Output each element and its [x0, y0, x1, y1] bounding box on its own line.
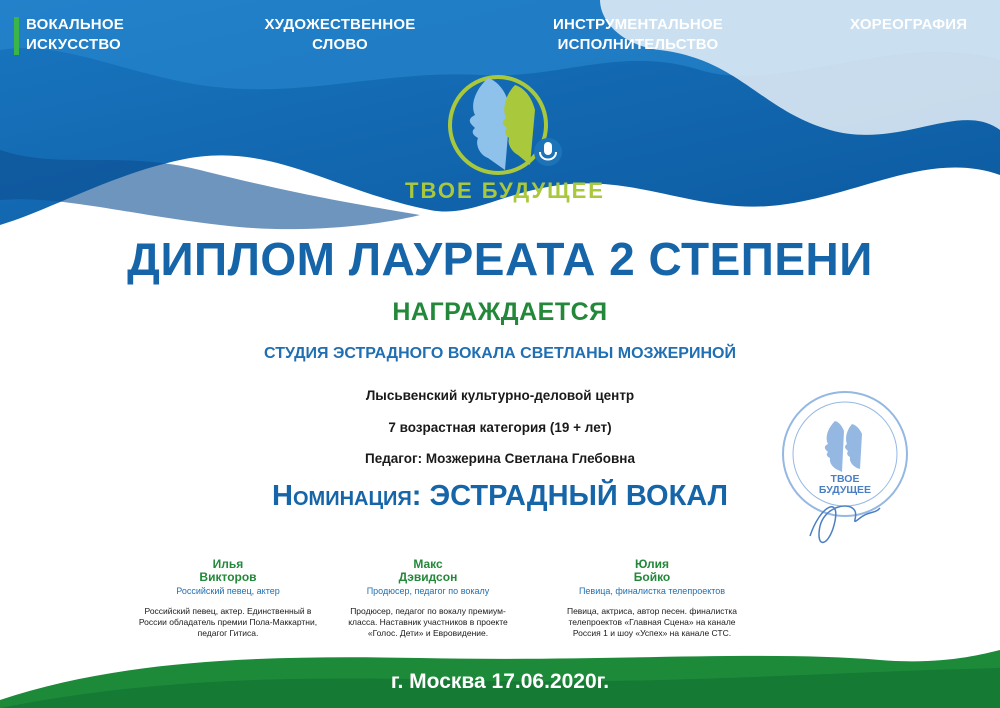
footer-location-date: г. Москва 17.06.2020г.	[390, 670, 610, 693]
judge-role: Певица, финалистка телепроектов	[578, 586, 726, 596]
judge-card	[562, 0, 742, 639]
judge-last-name: Викторов	[199, 570, 257, 584]
category-line: ИНСТРУМЕНТАЛЬНОЕ	[553, 16, 723, 33]
judge-bio: Российский певец, актер. Единственный в России обладатель премии Пола-Маккартни, педагог Гитиса.	[138, 606, 318, 638]
judge-first-name: Юлия	[634, 557, 670, 571]
judge-last-name: Бойко	[633, 570, 671, 584]
teacher-name: Педагог: Мозжерина Светлана Глебовна	[365, 451, 635, 466]
diploma-title: ДИПЛОМ ЛАУРЕАТА 2 СТЕПЕНИ	[127, 233, 873, 285]
judge-card	[338, 0, 518, 639]
judge-bio: Певица, актриса, автор песен. финалистка телепроектов «Главная Сцена» на канале Россия 1 и шоу «Успех» на канале СТС.	[566, 606, 738, 638]
logo-text: ТВОЕ БУДУЩЕЕ	[405, 178, 605, 203]
category-line: ИСПОЛНИТЕЛЬСТВО	[557, 36, 719, 53]
judge-bio: Продюсер, педагог по вокалу премиум-класса. Наставник участников в проекте «Голос. Дети» и Евровидение.	[348, 606, 508, 638]
category-choreography	[850, 15, 967, 35]
recipient-name: СТУДИЯ ЭСТРАДНОГО ВОКАЛА СВЕТЛАНЫ МОЗЖЕРИНОЙ	[264, 345, 736, 362]
nomination-value: ЭСТРАДНЫЙ ВОКАЛ	[429, 480, 728, 512]
category-line: ХУДОЖЕСТВЕННОЕ	[264, 16, 416, 33]
stamp-line: БУДУЩЕЕ	[818, 484, 872, 496]
judge-card	[138, 0, 318, 639]
category-line: СЛОВО	[312, 36, 368, 53]
stamp-text	[797, 474, 893, 496]
category-line: ИСКУССТВО	[26, 36, 121, 53]
category-line: ХОРЕОГРАФИЯ	[850, 16, 968, 33]
judge-last-name: Дэвидсон	[398, 570, 458, 584]
judge-first-name: Илья	[212, 557, 244, 571]
category-vocal-art	[26, 15, 124, 55]
judge-role: Продюсер, педагог по вокалу	[366, 586, 490, 596]
organization-name: Лысьвенский культурно-деловой центр	[365, 388, 635, 403]
seal-stamp-icon	[780, 386, 910, 556]
stamp-line: ТВОЕ	[830, 473, 860, 485]
judge-first-name: Макс	[413, 557, 443, 571]
age-category: 7 возрастная категория (19 + лет)	[388, 420, 612, 435]
judge-role: Российский певец, актер	[176, 586, 280, 596]
category-line: ВОКАЛЬНОЕ	[26, 16, 124, 33]
nomination-label: Номинация:	[272, 480, 422, 512]
awarded-heading: НАГРАЖДАЕТСЯ	[392, 298, 608, 326]
